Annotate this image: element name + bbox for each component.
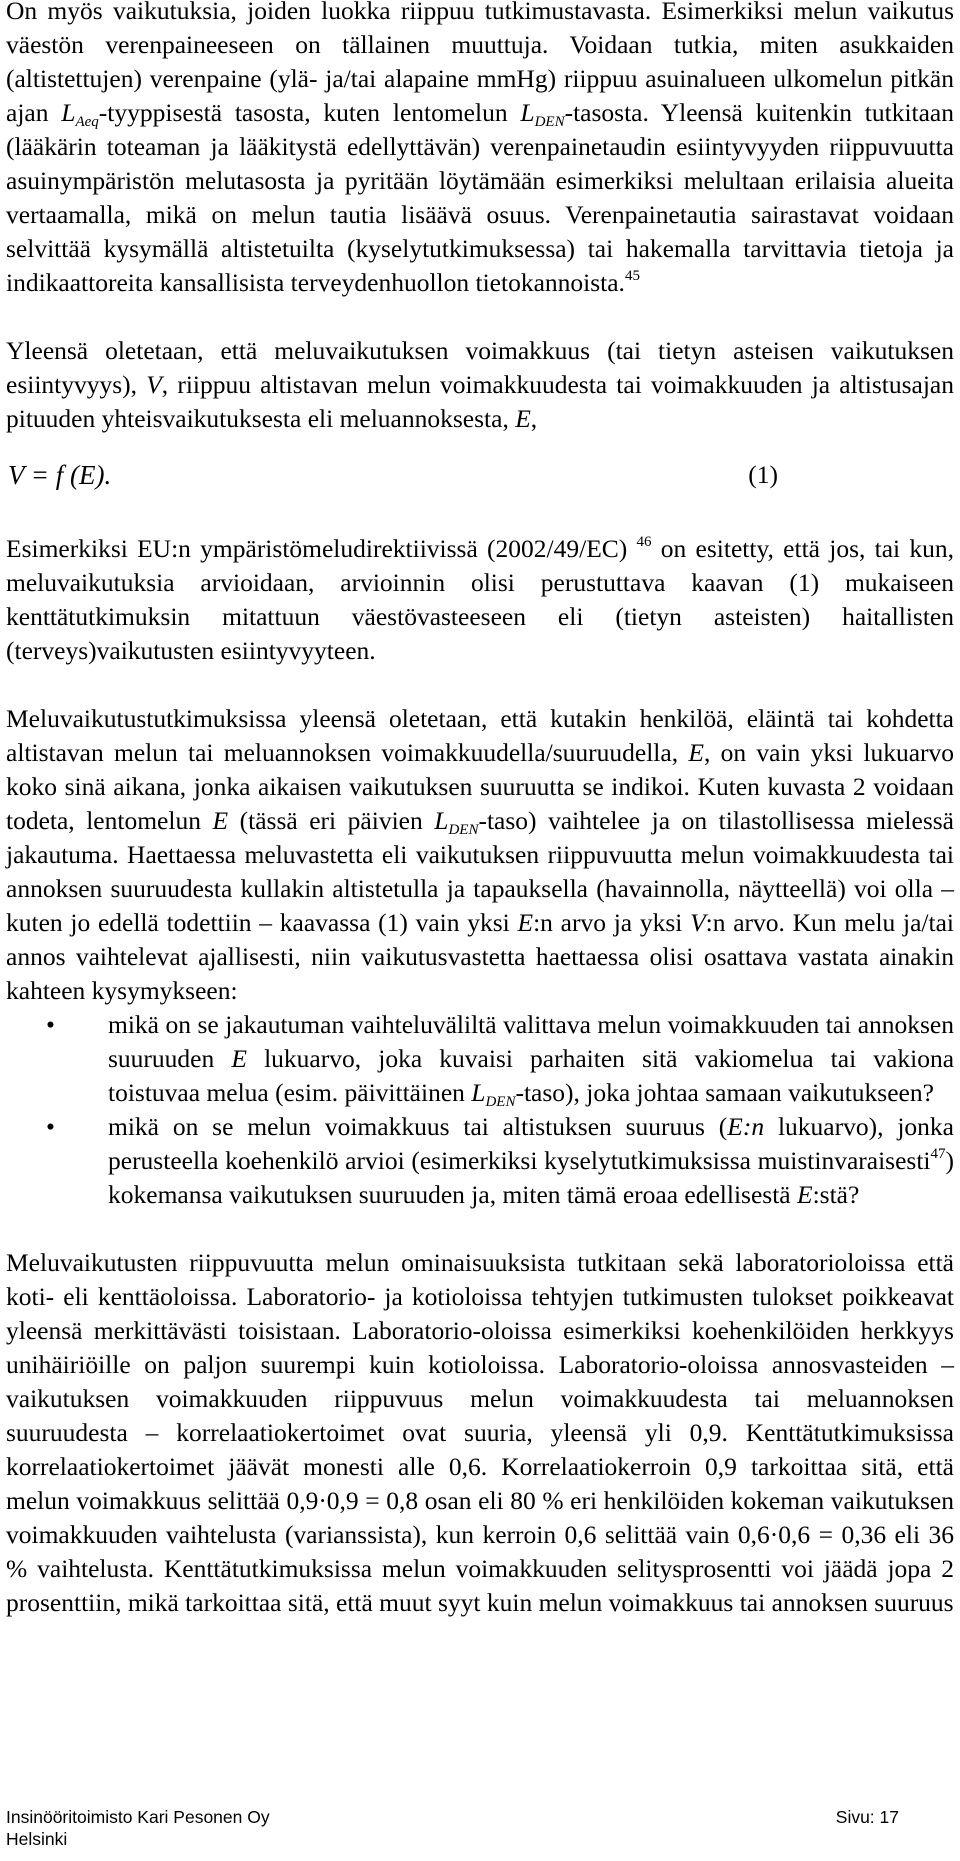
bullet-icon: • bbox=[46, 1112, 55, 1141]
footnote-ref-46: 46 bbox=[636, 534, 652, 550]
page-footer bbox=[6, 1806, 954, 1850]
footnote-ref-47: 47 bbox=[930, 1146, 946, 1162]
list-item: • mikä on se jakautuman vaihteluväliltä valittava melun voimakkuuden tai annoksen suuruuden E lukuarvo, joka kuvaisi parhaiten sitä vakiomelua tai vakiona toistuvaa melua (esim. päivittäinen $L_{DEN}-taso$), joka johtaa samaan vaikutukseen? bbox=[46, 1010, 955, 1110]
footer-company: Insinööritoimisto Kari Pesonen Oy bbox=[6, 1807, 270, 1827]
equation-number: (1) bbox=[748, 460, 778, 489]
paragraph-effect-studies bbox=[6, 702, 954, 1212]
paragraph-text: Esimerkiksi EU:n ympäristömeludirektiivissä (2002/49/EC) $^{46}$ on esitetty, että jos, tai kun, meluvaikutuksia arvioidaan, arvioinnin olisi perustuttava kaavan (1) mukaiseen kenttätutkimuksin mitattuun väestövasteeseen eli (tietyn asteisten) haitallisten (terveys)vaikutusten esiintyvyyteen. bbox=[6, 534, 955, 665]
paragraph-eu-directive bbox=[6, 532, 954, 668]
paragraph-text: Meluvaikutusten riippuvuutta melun ominaisuuksista tutkitaan sekä laboratorioloissa että koti- eli kenttäoloissa. Laboratorio- ja kotioloissa tehtyjen tutkimusten tulokset poikkeavat yleensä merkittävästi toisistaan. Laboratorio-oloissa esimerkiksi koehenkilöiden herkkyys unihäiriöille on paljon suurempi kuin kotioloissa. Laboratorio-oloissa annosvasteiden – vaikutuksen voimakkuuden riippuvuus melun voimakkuudesta tai meluannoksen suuruudesta – korrelaatiokertoimet ovat suuria, yleensä yli 0,9. Kenttätutkimuksissa korrelaatiokertoimet jäävät monesti alle 0,6. Korrelaatiokerroin 0,9 tarkoittaa sitä, että melun voimakkuus selittää 0,9·0,9 = 0,8 osan eli 80 % eri henkilöiden kokeman vaikutuksen voimakkuuden vaihtelusta (varianssista), kun kerroin 0,6 selittää vain 0,6·0,6 = 0,36 eli 36 % vaihtelusta. Kenttätutkimuksissa melun voimakkuuden selitysprosentti voi jäädä jopa 2 prosenttiin, mikä tarkoittaa sitä, että muut syyt kuin melun voimakkuus tai annoksen suuruus bbox=[6, 1248, 954, 1617]
paragraph-blood-pressure bbox=[6, 0, 954, 300]
bullet-icon: • bbox=[46, 1010, 55, 1039]
question-list bbox=[6, 1008, 954, 1212]
paragraph-text: Meluvaikutustutkimuksissa yleensä oletetaan, että kutakin henkilöä, eläintä tai kohdetta altistavan melun tai meluannoksen voimakkuudella/suuruudella, E, on vain yksi lukuarvo koko sinä aikana, jonka aikaisen vaikutuksen suuruutta se indikoi. Kuten kuvasta 2 voidaan todeta, lentomelun E (tässä eri päivien $L_{DEN}-taso$) vaihtelee ja on tilastollisessa mielessä jakautuma. Haettaessa meluvastetta eli vaikutuksen riippuvuutta melun voimakkuudesta tai annoksen suuruudesta kullakin altistetulla ja tapauksella (havainnolla, näytteellä) voi olla – kuten jo edellä todettiin – kaavassa (1) vain yksi E:n arvo ja yksi V:n arvo. Kun melu ja/tai annos vaihtelevat ajallisesti, niin vaikutusvastetta haettaessa olisi osattava vastata ainakin kahteen kysymykseen: bbox=[6, 704, 955, 1005]
paragraph-dose-effect bbox=[6, 334, 954, 436]
list-item: • mikä on se melun voimakkuus tai altistuksen suuruus (E:n lukuarvo), jonka perusteella koehenkilö arvioi (esimerkiksi kyselytutkimuksissa muistinvaraisesti$^{47}$) kokemansa vaikutuksen suuruuden ja, miten tämä eroaa edellisestä E:stä? bbox=[46, 1112, 954, 1209]
footer-page-number: Sivu: 17 bbox=[835, 1807, 899, 1827]
paragraph-text: Yleensä oletetaan, että meluvaikutuksen voimakkuus (tai tietyn asteisen vaikutuksen esiintyvyys), V, riippuu altistavan melun voimakkuudesta tai voimakkuuden ja altistusajan pituuden yhteisvaikutuksesta eli meluannoksesta, E, bbox=[6, 336, 954, 433]
footnote-ref-45: 45 bbox=[624, 268, 640, 284]
equation-1 bbox=[8, 458, 948, 498]
paragraph-lab-vs-field bbox=[6, 1246, 954, 1620]
footer-city: Helsinki bbox=[6, 1829, 68, 1849]
paragraph-text: On myös vaikutuksia, joiden luokka riippuu tutkimustavasta. Esimerkiksi melun vaikutus väestön verenpaineeseen on tällainen muuttuja. Voidaan tutkia, miten asukkaiden (altistettujen) verenpaine (ylä- ja/tai alapaine mmHg) riippuu asuinalueen ulkomelun pitkän ajan $L_{Aeq}$-tyyppisestä tasosta, kuten lentomelun $L_{DEN}$-tasosta. Yleensä kuitenkin tutkitaan (lääkärin toteaman ja lääkitystä edellyttävän) verenpainetaudin esiintyvyyden riippuvuutta asuinympäristön melutasosta ja pyritään löytämään esimerkiksi melultaan erilaisia alueita vertaamalla, mikä on melun tautia lisäävä osuus. Verenpainetautia sairastavat voidaan selvittää kysymällä altistetuilta (kyselytutkimuksessa) tai hakemalla tarvittavia tietoja ja indikaattoreita kansallisista terveydenhuollon tietokannoista.$^{45}$ bbox=[6, 0, 955, 297]
equation-expression: V = f (E). bbox=[8, 460, 112, 490]
